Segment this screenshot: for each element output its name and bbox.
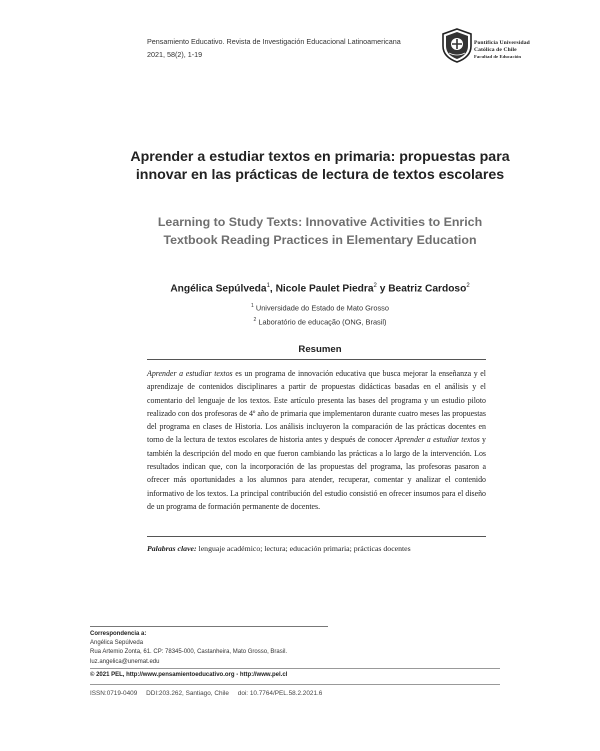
title-english: Learning to Study Texts: Innovative Activities to Enrich Textbook Reading Practices in Elementary Education [157,215,483,247]
title-spanish: Aprender a estudiar textos en primaria: propuestas para innovar en las prácticas de lectura de textos escolares [130,149,510,183]
abstract-text-1: es un programa de innovación educativa que busca mejorar la enseñanza y el aprendizaje de contenidos disciplinares a partir de propuestas didácticas basadas en el análisis y el comentario del lenguaje de los textos. Este artículo presenta las bases del programa y un estudio piloto realizado con dos profesoras de 4º año de primaria que implementaron durante cuatro meses las propuestas del programa en clases de Historia. Los análisis incluyeron la comparación de las prácticas docentes en torno de la lectura de textos escolares de historia antes y después de conocer [147,369,486,445]
author-affiliation-mark: 2 [466,283,470,289]
correspondence-email[interactable]: luz.angelica@unemat.edu [90,658,160,665]
journal-header [147,35,401,61]
correspondence-address: Rua Artemio Zonta, 61. CP: 78345-000, Castanheira, Mato Grosso, Brasil. [90,649,288,656]
issue-info: 2021, 58(2), 1-19 [147,50,203,59]
abstract-body [147,367,486,513]
abstract-heading: Resumen [298,344,342,355]
university-logo [440,27,580,63]
footer-rule-bottom [90,684,500,685]
affiliation-text: Universidade do Estado de Mato Grosso [255,303,389,313]
affiliation-item [130,300,510,314]
correspondence-rule [90,626,328,627]
correspondence-heading: Correspondencia a: [90,631,147,637]
author-separator: y [376,283,389,295]
issn-line: ISSN:0719-0409 DDI:203.262, Santiago, Chile doi: 10.7764/PEL.58.2.2021.6 [90,690,323,697]
abstract-top-rule [147,359,486,360]
keywords-label: Palabras clave: [147,544,197,553]
author-name: Nicole Paulet Piedra [275,283,374,295]
affiliation-text: Laboratório de educação (ONG, Brasil) [258,317,387,327]
keywords-text: lenguaje académico; lectura; educación primaria; prácticas docentes [196,544,411,553]
faculty-name: Facultad de Educación [474,54,522,60]
affiliations [130,300,510,329]
affiliation-number: 2 [253,317,257,324]
keywords [147,544,486,553]
university-name [474,40,530,61]
author-name: Angélica Sepúlveda [170,283,267,295]
university-line-1: Pontificia Universidad [474,40,530,46]
university-seal-icon [440,27,474,63]
author-affiliation-mark: 2 [373,283,377,289]
author-affiliation-mark: 1 [266,283,270,289]
correspondence-block [90,630,287,667]
copyright-line[interactable]: © 2021 PEL, http://www.pensamientoeducativo.org - http://www.pel.cl [90,672,288,678]
abstract-bottom-rule [147,536,486,537]
abstract-mid-italic: Aprender a estudiar textos [394,435,480,445]
footer-rule-top [90,668,500,669]
affiliation-number: 1 [251,303,254,309]
journal-name: Pensamiento Educativo. Revista de Investigación Educacional Latinoamericana [147,37,401,46]
abstract-text-2: y también la descripción del modo en que fueron cambiando las prácticas a lo largo de la intervención. Los resultados indican que, con la incorporación de las propuestas del programa, las profesoras pasaron a ofrecer más oportunidades a los alumnos para atender, recuperar, comentar y analizar el contenido informativo de los textos. La principal contribución del estudio consistió en ofrecer insumos para el diseño de un programa de formación permanente de docentes. [147,435,487,511]
correspondence-name: Angélica Sepúlveda [90,640,144,647]
author-name: Beatriz Cardoso [388,283,467,295]
university-line-2: Católica de Chile [474,46,517,53]
abstract-lead-italic: Aprender a estudiar textos [147,369,233,378]
author-list [130,283,510,294]
author-separator: , [269,283,276,295]
affiliation-item [130,314,510,328]
